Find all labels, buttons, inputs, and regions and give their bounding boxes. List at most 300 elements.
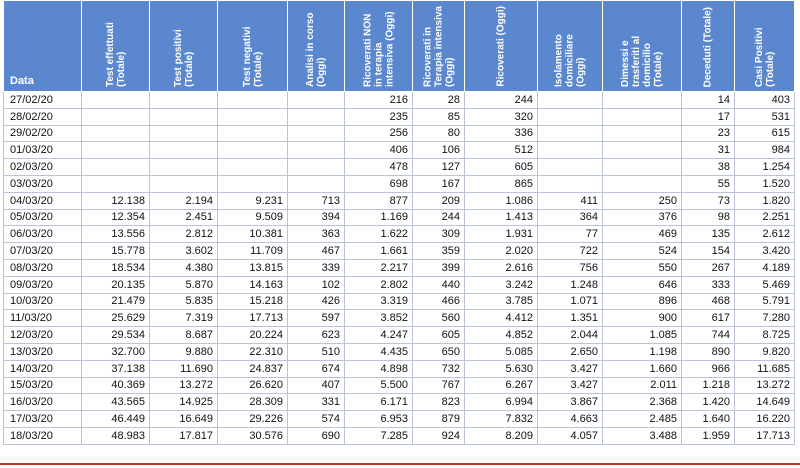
value-cell: 8.725	[735, 327, 795, 344]
table-row	[4, 243, 795, 260]
value-cell: 2.485	[603, 411, 682, 428]
value-cell: 3.427	[538, 377, 603, 394]
value-cell	[218, 159, 288, 176]
column-header-label: Ricoverati (Oggi)	[495, 6, 507, 87]
value-cell: 4.852	[465, 327, 538, 344]
value-cell: 467	[288, 243, 345, 260]
value-cell: 16.649	[150, 411, 218, 428]
value-cell: 17.713	[735, 427, 795, 444]
value-cell: 8.209	[465, 427, 538, 444]
value-cell: 13.556	[82, 226, 150, 243]
value-cell: 73	[682, 192, 735, 209]
value-cell	[150, 92, 218, 109]
value-cell: 26.620	[218, 377, 288, 394]
column-header-label: Isolamento domiciliare (Oggi)	[553, 34, 587, 87]
value-cell	[82, 92, 150, 109]
value-cell: 5.870	[150, 276, 218, 293]
value-cell: 399	[413, 259, 465, 276]
value-cell	[603, 108, 682, 125]
value-cell: 256	[345, 125, 413, 142]
value-cell: 531	[735, 108, 795, 125]
value-cell: 5.500	[345, 377, 413, 394]
value-cell: 1.520	[735, 175, 795, 192]
value-cell: 28.309	[218, 394, 288, 411]
value-cell: 320	[465, 108, 538, 125]
value-cell: 744	[682, 327, 735, 344]
value-cell: 6.994	[465, 394, 538, 411]
value-cell	[288, 108, 345, 125]
column-header-label: Ricoverati NON in terapia intensiva (Oggi)	[362, 11, 395, 87]
date-cell: 29/02/20	[4, 125, 82, 142]
value-cell: 3.427	[538, 360, 603, 377]
value-cell: 524	[603, 243, 682, 260]
value-cell: 77	[538, 226, 603, 243]
date-cell: 28/02/20	[4, 108, 82, 125]
value-cell: 426	[288, 293, 345, 310]
date-cell: 12/03/20	[4, 327, 82, 344]
column-header	[682, 1, 735, 92]
column-header-label: Dimessi e trasferiti al domicilio (Totale)	[620, 35, 664, 87]
value-cell	[538, 175, 603, 192]
value-cell: 209	[413, 192, 465, 209]
value-cell	[538, 108, 603, 125]
value-cell: 394	[288, 209, 345, 226]
date-cell: 05/03/20	[4, 209, 82, 226]
value-cell: 38	[682, 159, 735, 176]
value-cell: 17.817	[150, 427, 218, 444]
value-cell: 5.630	[465, 360, 538, 377]
value-cell: 11.685	[735, 360, 795, 377]
value-cell: 85	[413, 108, 465, 125]
value-cell: 336	[465, 125, 538, 142]
bottom-rule	[0, 463, 800, 465]
data-table	[3, 0, 795, 445]
value-cell: 80	[413, 125, 465, 142]
table-row	[4, 209, 795, 226]
value-cell: 411	[538, 192, 603, 209]
value-cell: 11.709	[218, 243, 288, 260]
value-cell: 550	[603, 259, 682, 276]
value-cell: 4.189	[735, 259, 795, 276]
value-cell: 12.138	[82, 192, 150, 209]
value-cell: 407	[288, 377, 345, 394]
value-cell: 617	[682, 310, 735, 327]
value-cell: 560	[413, 310, 465, 327]
value-cell: 403	[735, 92, 795, 109]
value-cell: 3.420	[735, 243, 795, 260]
table-row	[4, 108, 795, 125]
value-cell	[603, 142, 682, 159]
value-cell: 22.310	[218, 343, 288, 360]
value-cell: 1.661	[345, 243, 413, 260]
value-cell: 267	[682, 259, 735, 276]
value-cell: 650	[413, 343, 465, 360]
table-row	[4, 92, 795, 109]
column-header	[345, 1, 413, 92]
table-row	[4, 226, 795, 243]
value-cell: 877	[345, 192, 413, 209]
value-cell: 690	[288, 427, 345, 444]
date-cell: 14/03/20	[4, 360, 82, 377]
value-cell	[288, 125, 345, 142]
value-cell: 43.565	[82, 394, 150, 411]
value-cell: 2.612	[735, 226, 795, 243]
value-cell: 11.690	[150, 360, 218, 377]
column-header	[218, 1, 288, 92]
value-cell: 466	[413, 293, 465, 310]
value-cell: 1.198	[603, 343, 682, 360]
column-header-date: Data	[4, 1, 82, 92]
value-cell: 32.700	[82, 343, 150, 360]
value-cell: 106	[413, 142, 465, 159]
value-cell: 698	[345, 175, 413, 192]
value-cell: 23	[682, 125, 735, 142]
value-cell: 4.380	[150, 259, 218, 276]
value-cell: 333	[682, 276, 735, 293]
value-cell	[150, 142, 218, 159]
value-cell: 924	[413, 427, 465, 444]
value-cell: 235	[345, 108, 413, 125]
value-cell: 1.071	[538, 293, 603, 310]
value-cell: 722	[538, 243, 603, 260]
value-cell: 5.835	[150, 293, 218, 310]
value-cell	[218, 175, 288, 192]
date-cell: 15/03/20	[4, 377, 82, 394]
value-cell	[82, 108, 150, 125]
value-cell: 2.451	[150, 209, 218, 226]
value-cell: 5.085	[465, 343, 538, 360]
value-cell: 3.319	[345, 293, 413, 310]
value-cell: 440	[413, 276, 465, 293]
value-cell: 9.231	[218, 192, 288, 209]
column-header-label: Test effettuati (Totale)	[104, 22, 127, 87]
value-cell: 10.381	[218, 226, 288, 243]
value-cell: 900	[603, 310, 682, 327]
value-cell: 167	[413, 175, 465, 192]
value-cell: 40.369	[82, 377, 150, 394]
value-cell: 597	[288, 310, 345, 327]
value-cell: 767	[413, 377, 465, 394]
column-header	[82, 1, 150, 92]
value-cell	[288, 175, 345, 192]
value-cell: 984	[735, 142, 795, 159]
value-cell	[150, 125, 218, 142]
date-cell: 02/03/20	[4, 159, 82, 176]
value-cell: 510	[288, 343, 345, 360]
value-cell: 1.085	[603, 327, 682, 344]
value-cell: 15.778	[82, 243, 150, 260]
value-cell: 102	[288, 276, 345, 293]
value-cell: 17.713	[218, 310, 288, 327]
value-cell: 2.020	[465, 243, 538, 260]
value-cell: 5.791	[735, 293, 795, 310]
value-cell: 1.420	[682, 394, 735, 411]
date-cell: 09/03/20	[4, 276, 82, 293]
table-row	[4, 175, 795, 192]
column-header	[413, 1, 465, 92]
value-cell: 376	[603, 209, 682, 226]
value-cell: 1.218	[682, 377, 735, 394]
date-cell: 07/03/20	[4, 243, 82, 260]
column-header	[538, 1, 603, 92]
value-cell: 756	[538, 259, 603, 276]
value-cell	[218, 142, 288, 159]
value-cell: 5.469	[735, 276, 795, 293]
value-cell	[288, 159, 345, 176]
value-cell: 732	[413, 360, 465, 377]
value-cell: 4.057	[538, 427, 603, 444]
value-cell: 3.602	[150, 243, 218, 260]
value-cell	[82, 142, 150, 159]
column-header	[735, 1, 795, 92]
value-cell	[218, 108, 288, 125]
date-cell: 01/03/20	[4, 142, 82, 159]
value-cell: 674	[288, 360, 345, 377]
value-cell	[82, 159, 150, 176]
value-cell: 2.044	[538, 327, 603, 344]
value-cell: 2.616	[465, 259, 538, 276]
value-cell: 1.086	[465, 192, 538, 209]
value-cell: 24.837	[218, 360, 288, 377]
value-cell: 20.224	[218, 327, 288, 344]
value-cell: 18.534	[82, 259, 150, 276]
value-cell	[218, 125, 288, 142]
column-header-label: Ricoverati in Terapia intensiva (Oggi)	[422, 6, 455, 87]
value-cell: 4.412	[465, 310, 538, 327]
value-cell: 1.169	[345, 209, 413, 226]
value-cell: 363	[288, 226, 345, 243]
value-cell: 7.319	[150, 310, 218, 327]
column-header	[150, 1, 218, 92]
value-cell: 4.663	[538, 411, 603, 428]
value-cell: 13.272	[735, 377, 795, 394]
value-cell: 30.576	[218, 427, 288, 444]
table-row	[4, 142, 795, 159]
value-cell: 6.171	[345, 394, 413, 411]
value-cell: 29.226	[218, 411, 288, 428]
value-cell	[82, 125, 150, 142]
value-cell: 244	[413, 209, 465, 226]
value-cell: 14.163	[218, 276, 288, 293]
value-cell: 2.011	[603, 377, 682, 394]
value-cell: 15.218	[218, 293, 288, 310]
value-cell	[150, 159, 218, 176]
value-cell: 4.898	[345, 360, 413, 377]
date-cell: 11/03/20	[4, 310, 82, 327]
table-row	[4, 310, 795, 327]
value-cell: 7.280	[735, 310, 795, 327]
value-cell: 21.479	[82, 293, 150, 310]
table-row	[4, 192, 795, 209]
value-cell	[288, 142, 345, 159]
value-cell: 13.272	[150, 377, 218, 394]
value-cell: 713	[288, 192, 345, 209]
value-cell: 46.449	[82, 411, 150, 428]
value-cell: 13.815	[218, 259, 288, 276]
value-cell: 6.953	[345, 411, 413, 428]
value-cell: 1.640	[682, 411, 735, 428]
value-cell: 823	[413, 394, 465, 411]
table-row	[4, 259, 795, 276]
value-cell	[538, 142, 603, 159]
value-cell: 14.925	[150, 394, 218, 411]
value-cell: 3.852	[345, 310, 413, 327]
value-cell	[538, 125, 603, 142]
value-cell: 9.509	[218, 209, 288, 226]
value-cell: 2.217	[345, 259, 413, 276]
value-cell	[603, 125, 682, 142]
value-cell	[603, 92, 682, 109]
value-cell: 339	[288, 259, 345, 276]
value-cell: 1.959	[682, 427, 735, 444]
table-row	[4, 343, 795, 360]
value-cell: 605	[413, 327, 465, 344]
value-cell: 17	[682, 108, 735, 125]
value-cell: 135	[682, 226, 735, 243]
value-cell: 615	[735, 125, 795, 142]
column-header-label: Test negativi (Totale)	[241, 26, 264, 87]
value-cell: 309	[413, 226, 465, 243]
value-cell: 14	[682, 92, 735, 109]
value-cell: 29.534	[82, 327, 150, 344]
value-cell: 3.242	[465, 276, 538, 293]
table-row	[4, 427, 795, 444]
value-cell: 1.660	[603, 360, 682, 377]
value-cell: 359	[413, 243, 465, 260]
value-cell: 127	[413, 159, 465, 176]
value-cell: 2.194	[150, 192, 218, 209]
value-cell: 4.435	[345, 343, 413, 360]
date-cell: 13/03/20	[4, 343, 82, 360]
value-cell: 468	[682, 293, 735, 310]
table-row	[4, 411, 795, 428]
date-cell: 18/03/20	[4, 427, 82, 444]
value-cell: 25.629	[82, 310, 150, 327]
table-row	[4, 377, 795, 394]
column-header-label: Analisi in corso (Oggi)	[305, 12, 327, 87]
value-cell: 31	[682, 142, 735, 159]
value-cell: 244	[465, 92, 538, 109]
value-cell: 3.488	[603, 427, 682, 444]
value-cell	[603, 175, 682, 192]
table-row	[4, 276, 795, 293]
value-cell: 1.622	[345, 226, 413, 243]
value-cell: 890	[682, 343, 735, 360]
value-cell: 7.285	[345, 427, 413, 444]
value-cell	[218, 92, 288, 109]
date-cell: 08/03/20	[4, 259, 82, 276]
value-cell: 154	[682, 243, 735, 260]
value-cell: 469	[603, 226, 682, 243]
value-cell	[288, 92, 345, 109]
value-cell	[82, 175, 150, 192]
date-cell: 10/03/20	[4, 293, 82, 310]
value-cell: 6.267	[465, 377, 538, 394]
column-header-label: Casi Positivi (Totale)	[753, 27, 776, 87]
date-cell: 17/03/20	[4, 411, 82, 428]
date-cell: 16/03/20	[4, 394, 82, 411]
value-cell: 9.880	[150, 343, 218, 360]
value-cell: 9.820	[735, 343, 795, 360]
value-cell: 605	[465, 159, 538, 176]
table-row	[4, 293, 795, 310]
date-cell: 06/03/20	[4, 226, 82, 243]
value-cell: 12.354	[82, 209, 150, 226]
date-cell: 27/02/20	[4, 92, 82, 109]
value-cell: 3.785	[465, 293, 538, 310]
column-header-label: Test positivi (Totale)	[172, 29, 195, 87]
date-cell: 04/03/20	[4, 192, 82, 209]
table-row	[4, 327, 795, 344]
value-cell: 8.687	[150, 327, 218, 344]
value-cell: 1.820	[735, 192, 795, 209]
table-row	[4, 360, 795, 377]
value-cell: 1.931	[465, 226, 538, 243]
value-cell: 623	[288, 327, 345, 344]
value-cell: 20.135	[82, 276, 150, 293]
value-cell: 1.413	[465, 209, 538, 226]
table-row	[4, 394, 795, 411]
value-cell: 2.650	[538, 343, 603, 360]
value-cell	[150, 175, 218, 192]
value-cell: 364	[538, 209, 603, 226]
value-cell: 3.867	[538, 394, 603, 411]
column-header	[603, 1, 682, 92]
value-cell: 16.220	[735, 411, 795, 428]
date-cell: 03/03/20	[4, 175, 82, 192]
value-cell	[538, 159, 603, 176]
header-row	[4, 1, 795, 92]
value-cell: 512	[465, 142, 538, 159]
value-cell: 574	[288, 411, 345, 428]
value-cell: 865	[465, 175, 538, 192]
table-row	[4, 159, 795, 176]
table-body	[4, 92, 795, 445]
value-cell	[538, 92, 603, 109]
value-cell: 966	[682, 360, 735, 377]
column-header	[288, 1, 345, 92]
value-cell: 28	[413, 92, 465, 109]
value-cell	[603, 159, 682, 176]
column-header	[465, 1, 538, 92]
value-cell: 896	[603, 293, 682, 310]
value-cell: 2.251	[735, 209, 795, 226]
value-cell: 37.138	[82, 360, 150, 377]
value-cell: 478	[345, 159, 413, 176]
value-cell: 2.802	[345, 276, 413, 293]
value-cell: 48.983	[82, 427, 150, 444]
value-cell: 55	[682, 175, 735, 192]
value-cell: 1.254	[735, 159, 795, 176]
value-cell: 98	[682, 209, 735, 226]
value-cell: 14.649	[735, 394, 795, 411]
table-row	[4, 125, 795, 142]
column-header-label: Deceduti (Totale)	[702, 6, 714, 87]
value-cell: 879	[413, 411, 465, 428]
value-cell: 250	[603, 192, 682, 209]
value-cell: 2.368	[603, 394, 682, 411]
value-cell	[150, 108, 218, 125]
value-cell: 2.812	[150, 226, 218, 243]
value-cell: 1.351	[538, 310, 603, 327]
value-cell: 7.832	[465, 411, 538, 428]
value-cell: 1.248	[538, 276, 603, 293]
value-cell: 216	[345, 92, 413, 109]
value-cell: 4.247	[345, 327, 413, 344]
value-cell: 646	[603, 276, 682, 293]
value-cell: 406	[345, 142, 413, 159]
value-cell: 331	[288, 394, 345, 411]
